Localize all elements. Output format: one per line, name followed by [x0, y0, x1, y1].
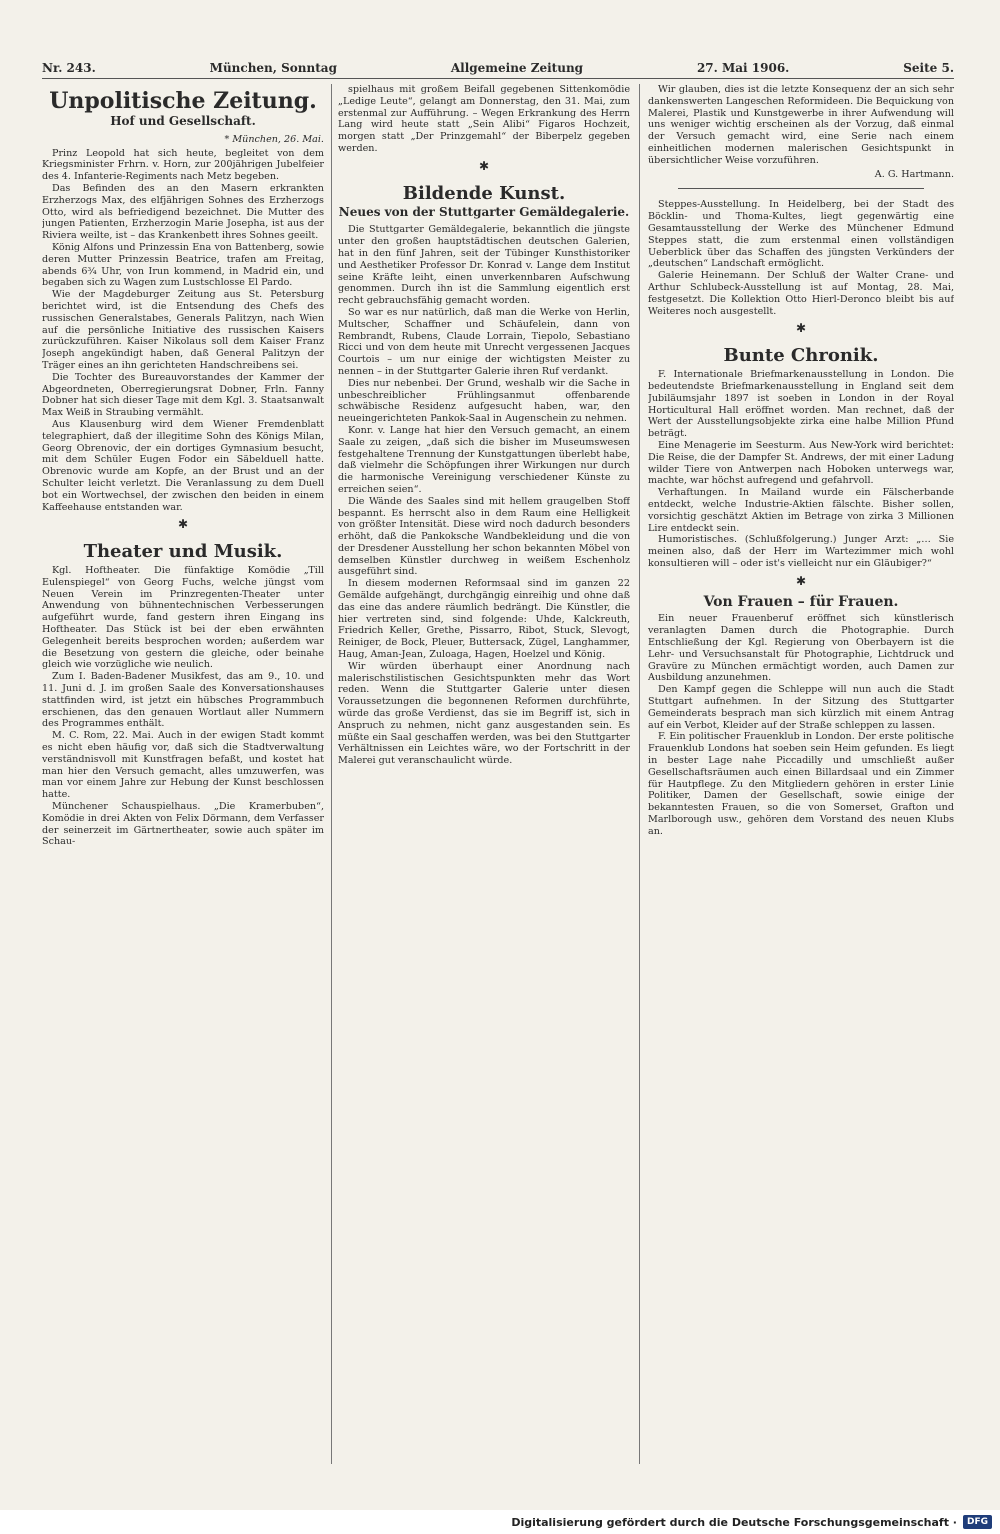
- article-paragraph: Eine Menagerie im Seesturm. Aus New-York wird berichtet: Die Reise, die der Dampfer St. Andrews, der mit einer Ladung wilder Tiere von Antwerpen nach Hoboken unterwegs war, machte, war höchst aufregend und gefahrvoll.: [648, 439, 954, 487]
- article-paragraph: F. Ein politischer Frauenklub in London. Der erste politische Frauenklub Londons hat soeben sein Heim gefunden. Es liegt in bester Lage nahe Piccadilly und umschließt außer Gesellschaftsräumen auch einen Billardsaal und ein Zimmer für Hautpflege. Zu den Mitgliedern gehören in erster Linie Politiker, Damen der Gesellschaft, sowie einige der bekanntesten Frauen, so die von Somerset, Grafton und Marlborough usw., gehören dem Vorstand des neuen Klubs an.: [648, 731, 954, 837]
- article-paragraph: Die Tochter des Bureauvorstandes der Kammer der Abgeordneten, Oberregierungsrat Dobner, Frln. Fanny Dobner hat sich dieser Tage mit dem Kgl. 3. Staatsanwalt Max Weiß in Straubing vermählt.: [42, 371, 324, 419]
- section-title: Von Frauen – für Frauen.: [703, 594, 899, 611]
- article-paragraph: Münchener Schauspielhaus. „Die Kramerbuben“, Komödie in drei Akten von Felix Dörmann, dem Verfasser der seinerzeit im Gärtnertheater, sowie auch später im Schau-: [42, 801, 324, 848]
- article-paragraph: Verhaftungen. In Mailand wurde ein Fälscherbande entdeckt, welche Industrie-Aktien fälschte. Bisher sollen, vorsichtig geschätzt Aktien im Betrage von zirka 3 Millionen Lire entdeckt sein.: [648, 487, 954, 534]
- article-paragraph: In diesem modernen Reformsaal sind im ganzen 22 Gemälde aufgehängt, durchgängig einreihig und ohne daß das eine das andere räumlich bedrängt. Die Künstler, die hier vertreten sind, sind folgende: Uhde, Kalckreuth, Friedrich Keller, Grethe, Pissarro, Ribot, Stuck, Slevogt, Reiniger, de Bock, Pleuer, Buttersack, Zügel, Langhammer, Haug, Aman-Jean, Zuloaga, Hagen, Hoelzel und König.: [338, 578, 630, 661]
- article-paragraph: Den Kampf gegen die Schleppe will nun auch die Stadt Stuttgart aufnehmen. In der Sitzung des Stuttgarter Gemeinderats besprach man sich kürzlich mit einem Antrag auf ein Verbot, Kleider auf der Straße schleppen zu lassen.: [648, 684, 954, 731]
- dateline: * München, 26. Mai.: [224, 133, 324, 145]
- article-paragraph: Wir würden überhaupt einer Anordnung nach malerischstilistischen Gesichtspunkten mehr das Wort reden. Wenn die Stuttgarter Galerie unter diesen Voraussetzungen die begonnenen Reformen durchführte, würde das große Verdienst, das sie im Begriff ist, sich in Anspruch zu nehmen, nicht ganz ausgestanden sein. Es müßte ein Saal geschaffen werden, was bei den Stuttgarter Verhältnissen ein Leichtes wäre, wo der Fortschritt in der Malerei gut veranschaulicht würde.: [338, 660, 630, 767]
- section-title: Theater und Musik.: [83, 541, 283, 563]
- article-paragraph: Kgl. Hoftheater. Die fünfaktige Komödie „Till Eulenspiegel“ von Georg Fuchs, welche jüngst vom Neuen Verein im Prinzregenten-Theater unter Anwendung von bühnentechnischen Verbesserungen aufgeführt wurde, fand gestern ihren Eingang ins Hoftheater. Das Stück ist bei der eben erwähnten Gelegenheit bereits besprochen worden; außerdem war die Besetzung von gestern die gleiche, oder beinahe gleich wie vorzügliche wie neulich.: [42, 565, 324, 671]
- column-divider: [331, 84, 332, 1464]
- article-paragraph: Zum I. Baden-Badener Musikfest, das am 9., 10. und 11. Juni d. J. im großen Saale des Konversationshauses stattfinden wird, ist jetzt ein hübsches Programmbuch erschienen, das den genauen Wortlaut aller Nummern des Programmes enthält.: [42, 671, 324, 730]
- issue-date: 27. Mai 1906.: [696, 61, 790, 75]
- column-2: [338, 84, 630, 1464]
- article-paragraph: Die Wände des Saales sind mit hellem graugelben Stoff bespannt. Es herrscht also in dem Raum eine Helligkeit von größter Intensität. Diese wird noch dadurch besonders erhöht, daß die Pankoksche Wandbekleidung und die von der Dresdener Ausstellung her schon bekannten Möbel von demselben Künstler durchweg in weißem Eschenholz ausgeführt sind.: [338, 495, 630, 578]
- article-paragraph: Wie der Magdeburger Zeitung aus St. Petersburg berichtet wird, ist die Entsendung des Chefs des russischen Generalstabes, Generals Palitzyn, nach Wien auf die persönliche Initiative des russischen Kaisers zurückzuführen. Kaiser Nikolaus soll dem Kaiser Franz Joseph angekündigt haben, daß General Palitzyn der Träger eines an ihn gerichteten Handschreibens sei.: [42, 289, 324, 371]
- article-paragraph: König Alfons und Prinzessin Ena von Battenberg, sowie deren Mutter Prinzessin Beatrice, trafen am Freitag, abends 6¾ Uhr, von Irun kommend, in Madrid ein, und begaben sich zu Wagen zum Lustschlosse El Pardo.: [42, 241, 324, 289]
- article-paragraph: Galerie Heinemann. Der Schluß der Walter Crane- und Arthur Schlubeck-Ausstellung ist auf Montag, 28. Mai, festgesetzt. Die Kollektion Otto Hierl-Deronco bleibt bis auf Weiteres noch ausgestellt.: [648, 270, 954, 317]
- footer-text: Digitalisierung gefördert durch die Deutsche Forschungsgemeinschaft ·: [511, 1515, 957, 1529]
- article-paragraph: Prinz Leopold hat sich heute, begleitet von dem Kriegsminister Frhrn. v. Horn, zur 200jährigen Jubelfeier des 4. Infanterie-Regiments nach Metz begeben.: [42, 147, 324, 183]
- article-paragraph: So war es nur natürlich, daß man die Werke von Herlin, Multscher, Schaffner und Schäufelein, dann von Rembrandt, Rubens, Claude Lorrain, Tiepolo, Sebastiano Ricci und von dem heute mit Unrecht vergessenen Jacques Courtois – um nur einige der wichtigsten Meister zu nennen – in der Stuttgarter Galerie ihren Ruf verdankt.: [338, 306, 630, 377]
- separator-star: ✱: [795, 573, 807, 588]
- column-1: [42, 84, 324, 1464]
- place-date: München, Sonntag: [209, 61, 337, 75]
- section-title: Unpolitische Zeitung.: [49, 88, 317, 114]
- column-divider: [639, 84, 640, 1464]
- column-3: [648, 84, 954, 1464]
- section-title: Bildende Kunst.: [402, 182, 566, 204]
- article-paragraph: spielhaus mit großem Beifall gegebenen Sittenkomödie „Ledige Leute“, gelangt am Donnerstag, den 31. Mai, zum erstenmal zur Aufführung. – Wegen Erkrankung des Herrn Lang wird heute statt „Sein Alibi“ Figaros Hochzeit, morgen statt „Der Prinzgemahl“ der Biberpelz gegeben werden.: [338, 84, 630, 154]
- separator-star: ✱: [795, 321, 807, 336]
- article-paragraph: Aus Klausenburg wird dem Wiener Fremdenblatt telegraphiert, daß der illegitime Sohn des Königs Milan, Georg Obrenovic, der ein dortiges Gymnasium besucht, mit dem Schüler Eugen Fodor ein Säbelduell hatte. Obrenovic wurde am Kopfe, an der Brust und an der Schulter leicht verletzt. Die Veranlassung zu dem Duell bot ein Wortwechsel, der zwischen den beiden in einem Kaffeehause entstanden war.: [42, 418, 324, 513]
- author-signature: A. G. Hartmann.: [874, 168, 954, 180]
- article-paragraph: Konr. v. Lange hat hier den Versuch gemacht, an einem Saale zu zeigen, „daß sich die bisher im Museumswesen festgehaltene Trennung der Kunstgattungen überlebt habe, daß vielmehr die Schöpfungen ihrer Wirkungen nur durch die harmonische Vereinigung verschiedener Künste zu erreichen seien“.: [338, 424, 630, 495]
- article-paragraph: Dies nur nebenbei. Der Grund, weshalb wir die Sache in unbeschreiblicher Frühlingsanmut offenbarende schwäbische Residenz aufgesucht haben, war, den neueingerichteten Pankok-Saal in Augenschein zu nehmen.: [338, 377, 630, 425]
- article-paragraph: Die Stuttgarter Gemäldegalerie, bekanntlich die jüngste unter den großen hauptstädtischen deutschen Galerien, hat in den fünf Jahren, seit der Tübinger Kunsthistoriker und Aesthetiker Professor Dr. Konrad v. Lange dem Institut seine Kräfte leiht, einen unverkennbaren Aufschwung genommen. Durch ihn ist die Sammlung eigentlich erst recht gebrauchsfähig gemacht worden.: [338, 224, 630, 307]
- article-paragraph: Ein neuer Frauenberuf eröffnet sich künstlerisch veranlagten Damen durch die Photographie. Durch Entschließung der Kgl. Regierung von Oberbayern ist die Lehr- und Versuchsanstalt für Photographie, Lichtdruck und Gravüre zu München ermächtigt worden, auch Damen zur Ausbildung anzunehmen.: [648, 613, 954, 684]
- article-paragraph: F. Internationale Briefmarkenausstellung in London. Die bedeutendste Briefmarkenausstellung in England seit dem Jubiläumsjahr 1897 ist soeben in London in der Royal Horticultural Hall eröffnet worden. Man rechnet, daß der Wert der Ausstellungsobjekte zirka eine halbe Million Pfund beträgt.: [648, 369, 954, 440]
- article-paragraph: M. C. Rom, 22. Mai. Auch in der ewigen Stadt kommt es nicht eben häufig vor, daß sich die Stadtverwaltung verständnisvoll mit Kunstfragen befaßt, und kostet hat man hier den Versuch gemacht, alles umzuwerfen, was man vor einem Jahre zur Hebung der Kunst beschlossen hatte.: [42, 730, 324, 801]
- article-paragraph: Wir glauben, dies ist die letzte Konsequenz der an sich sehr dankenswerten Langeschen Reformideen. Die Bequickung von Malerei, Plastik und Kunstgewerbe in ihrer Aufwendung will uns weniger wichtig erscheinen als der Vorzug, daß einmal der Versuch gemacht wird, eine Serie nach einem einheitlichen modernen malerischen Gesichtspunkt in übersichtlicher Weise vorzuführen.: [648, 84, 954, 166]
- section-subtitle: Hof und Gesellschaft.: [110, 114, 256, 128]
- page-number: Seite 5.: [903, 61, 954, 75]
- divider: [678, 188, 924, 189]
- article-paragraph: Humoristisches. (Schlußfolgerung.) Junger Arzt: „… Sie meinen also, daß der Herr im Wartezimmer mich wohl konsultieren will – oder ist's vielleicht nur ein Gläubiger?“: [648, 534, 954, 569]
- separator-star: ✱: [177, 517, 189, 532]
- separator-star: ✱: [478, 158, 490, 173]
- issue-number: Nr. 243.: [42, 61, 96, 75]
- newspaper-name: Allgemeine Zeitung: [450, 61, 584, 75]
- running-header: [42, 58, 954, 79]
- article-paragraph: Das Befinden des an den Masern erkrankten Erzherzogs Max, des elfjährigen Sohnes des Erzherzogs Otto, wird als befriedigend bezeichnet. Die Mutter des jungen Patienten, Erzherzogin Marie Josepha, ist aus der Riviera weilte, ist – das Krankenbett ihres Sohnes geeilt.: [42, 182, 324, 242]
- dfg-logo: DFG: [963, 1515, 992, 1529]
- section-title: Bunte Chronik.: [723, 345, 879, 367]
- article-paragraph: Steppes-Ausstellung. In Heidelberg, bei der Stadt des Böcklin- und Thoma-Kultes, liegt gegenwärtig eine Gesamtausstellung der Werke des Münchener Edmund Steppes statt, die zum erstenmal einen vollständigen Ueberblick über das Schaffen des jüngsten Verkünders der „deutschen“ Landschaft ermöglicht.: [648, 199, 954, 270]
- digitization-footer: [0, 1510, 1000, 1534]
- section-subtitle: Neues von der Stuttgarter Gemäldegalerie.: [338, 204, 630, 219]
